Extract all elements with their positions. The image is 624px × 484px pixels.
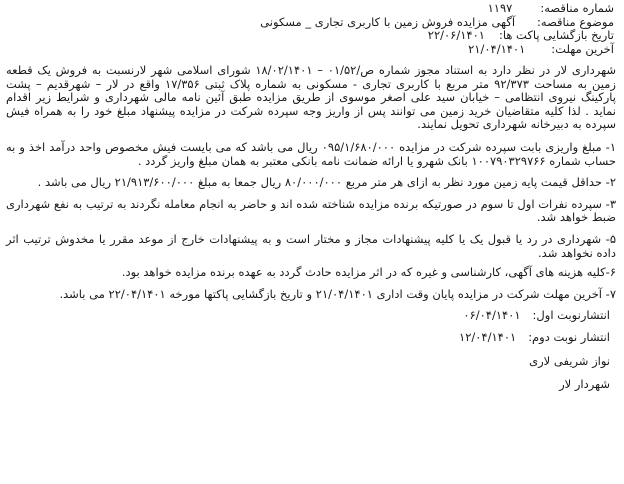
condition-item-3: ۳- سپرده نفرات اول تا سوم در صورتیکه برنده مزایده شناخته شده اند و حاضر به انجام معامله نگردند به ترتیب به نفع شهرداری ضبط خواهد شد. — [6, 196, 616, 225]
condition-item-2: ۲- حداقل قیمت پایه زمین مورد نظر به ازای هر متر مربع ۸۰/۰۰۰/۰۰۰ ریال جمعا به مبلغ ۲۱/۹۱۳/۶۰۰/۰۰۰ ریال می باشد . — [37, 175, 616, 190]
opening-date-value: ۲۲/۰۶/۱۴۰۱ — [427, 28, 485, 42]
deadline-row — [194, 43, 614, 57]
notice-body — [6, 64, 616, 392]
subject-label: موضوع مناقصه: — [537, 14, 614, 29]
tender-number-value: ۱۱۹۷ — [487, 1, 513, 15]
signatory-title: شهردار لار — [559, 377, 610, 392]
condition-item-5: ۵- شهرداری در رد یا قبول یک یا کلیه پیشنهادات مجاز و مختار است و به پیشنهادات خارج از موعد مقرر یا مخدوش ترتیب اثر داده نخواهد شد. — [6, 231, 616, 260]
deadline-label: آخرین مهلت: — [551, 41, 614, 56]
opening-date-label: تاریخ بازگشایی پاکت ها: — [498, 28, 614, 42]
publication-first-label: انتشارنوبت اول: — [532, 308, 610, 323]
intro-paragraph: شهرداری لار در نظر دارد به استناد مجوز شماره ص/۰۱/۵۲ – ۱۸/۰۲/۱۴۰۱ شورای اسلامی شهر لارنسبت به فروش یک قطعه زمین به مساحت ۹۲/۳۷۳ متر مربع با کاربری تجاری - مسکونی به شماره پلاک ثبتی ۱۷/۳۵۶ واقع در لار – شهرقدیم – پشت پارکینگ نیروی انتظامی – خیابان سید علی اصغر موسوی از طریق مزایده طبق آئین نامه مالی شهرداری و شرایط زیر اقدام نماید . لذا کلیه متقاضیان خرید زمین می توانند پس از واریز وجه سپرده شرکت در مزایده پیشنهاد مبلغ خود را به همراه فیش سپرده به دبیرخانه شهرداری تحویل نمایند. — [6, 63, 617, 132]
subject-row — [194, 16, 614, 30]
notice-header — [194, 2, 614, 56]
condition-item-7: ۷- آخرین مهلت شرکت در مزایده پایان وقت اداری ۲۱/۰۴/۱۴۰۱ و تاریخ بازگشایی پاکتها مورخه ۲۲/۰۴/۱۴۰۱ می باشد. — [59, 286, 616, 301]
publication-first-date: ۰۶/۰۴/۱۴۰۱ — [463, 308, 521, 323]
deadline-value: ۲۱/۰۴/۱۴۰۱ — [468, 41, 526, 56]
condition-item-1: ۱- مبلغ واریزی بابت سپرده شرکت در مزایده ۰۹۵/۱/۶۸۰/۰۰۰ ریال می باشد که می بایست فیش مخصوص واحد درآمد اخذ و به حساب شماره ۱۰۰۷۹۰۳۲۹۷۶۶ بانک شهرو یا ارائه ضمانت نامه بانکی معتبر به همان مبلغ واریز گردد . — [6, 139, 616, 168]
opening-date-row — [194, 29, 614, 43]
signatory-name: نواز شریفی لاری — [529, 353, 610, 368]
tender-number-row — [194, 2, 614, 16]
publication-second-date: ۱۲/۰۴/۱۴۰۱ — [459, 329, 517, 344]
subject-value: آگهی مزایده فروش زمین با کاربری تجاری _ مسکونی — [260, 14, 516, 29]
publication-first — [6, 309, 610, 323]
condition-item-6: ۶-کلیه هزینه های آگهی، کارشناسی و غیره که در اثر مزایده حادث گردد به عهده برنده مزایده خواهد بود. — [121, 265, 616, 280]
publication-second-label: انتشار نوبت دوم: — [528, 329, 610, 344]
publication-second — [6, 331, 610, 345]
tender-number-label: شماره مناقصه: — [540, 1, 614, 15]
